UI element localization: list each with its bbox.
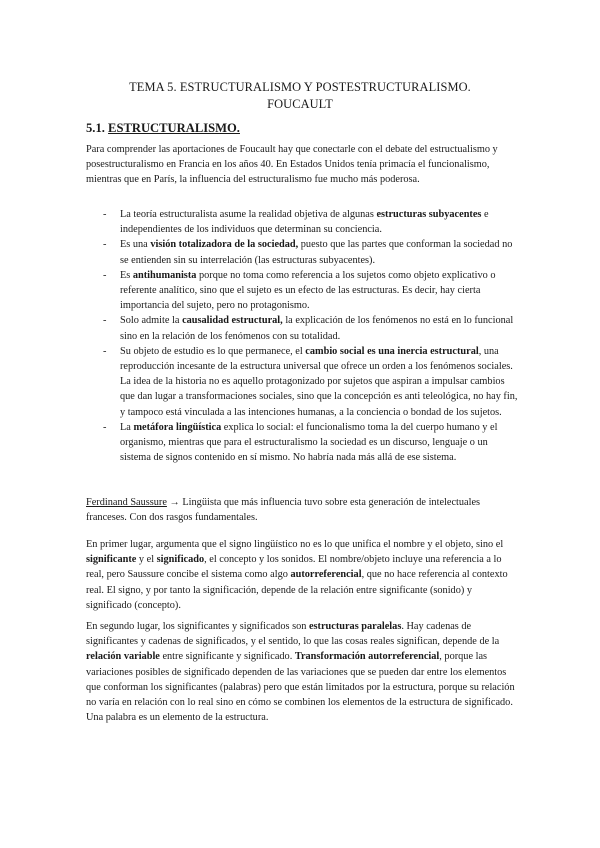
section-number: 5.1. bbox=[86, 121, 109, 135]
list-item: - Es antihumanista porque no toma como referencia a los sujetos como objeto explicativo o referente analítico, sino que el sujeto es un efecto de las estructuras. Es decir, hay cierta importancia del sujeto, pero no protagonismo. bbox=[103, 269, 496, 312]
list-item: - Su objeto de estudio es lo que permanece, el cambio social es una inercia estructural, una reproducción incesante de la estructura universal que ofrece un orden a los fenómenos sociales. La idea de la historia no es aquello protagonizado por sujetos que aspiran a impulsar cambios que dan lugar a transformaciones sociales, sino que la concepción es anti teleológica, no hay fin, y tampoco está vinculada a las intenciones humanas, a la conciencia o bondad de los sujetos. bbox=[103, 345, 518, 418]
arrow-icon: → bbox=[169, 497, 180, 508]
list-item: - Solo admite la causalidad estructural, la explicación de los fenómenos no está en lo funcional sino en la relación de los fenómenos con su totalidad. bbox=[103, 315, 514, 342]
bullet-dash: - bbox=[103, 421, 107, 433]
list-item: - Es una visión totalizadora de la sociedad, puesto que las partes que conforman la sociedad no se entienden sin su interrelación (las estructuras subyacentes). bbox=[103, 239, 513, 266]
bullet-dash: - bbox=[103, 269, 107, 281]
intro-paragraph: Para comprender las aportaciones de Foucault hay que conectarle con el debate del estructualismo y posestructuralismo en Francia en los años 40. En Estados Unidos tenía primacía el funcionalismo, mientras que en París, la influencia del estructuralismo fue mucho más poderosa. bbox=[86, 144, 498, 186]
characteristics-list bbox=[86, 207, 518, 465]
section-title: ESTRUCTURALISMO. bbox=[108, 121, 240, 135]
first-feature-paragraph: En primer lugar, argumenta que el signo lingüístico no es lo que unifica el nombre y el objeto, sino el significante y el significado, el concepto y los sonidos. El nombre/objeto incluye una referencia a lo real, pero Saussure concibe el sistema como algo autorreferencial, que no hace referencia al contexto real. El signo, y por tanto la significación, depende de la relación entre significante (sonido) y significado (concepto). bbox=[86, 539, 508, 611]
saussure-name: Ferdinand Saussure bbox=[86, 497, 167, 508]
bullet-dash: - bbox=[103, 315, 107, 327]
second-feature-paragraph: En segundo lugar, los significantes y significados son estructuras paralelas. Hay cadenas de significantes y cadenas de significados, y el sentido, lo que las cosas reales significan, depende de la relación variable entre significante y significado. Transformación autorreferencial, porque las variaciones posibles de significado dependen de las variaciones que se pueden dar entre los elementos que conforman los significantes (palabras) pero que están limitados por la estructura, porque su relación no varía en relación con lo real sino en cómo se combinen los elementos de la estructura de significado. Una palabra es un elemento de la estructura. bbox=[86, 621, 515, 724]
bullet-dash: - bbox=[103, 209, 107, 220]
section-heading bbox=[86, 121, 240, 136]
list-item: - La teoría estructuralista asume la realidad objetiva de algunas estructuras subyacentes e independientes de los individuos que determinan su conciencia. bbox=[103, 209, 489, 236]
title-line-2: FOUCAULT bbox=[267, 96, 333, 111]
saussure-paragraph: Ferdinand Saussure → Lingüista que más influencia tuvo sobre esta generación de intelectuales franceses. Con dos rasgos fundamentales. bbox=[86, 497, 481, 524]
document-title bbox=[80, 79, 520, 112]
title-line-1: TEMA 5. ESTRUCTURALISMO Y POSTESTRUCTURALISMO. bbox=[129, 80, 471, 94]
bullet-dash: - bbox=[103, 345, 107, 357]
bullet-dash: - bbox=[103, 239, 107, 251]
list-item: - La metáfora lingüística explica lo social: el funcionalismo toma la del cuerpo humano y el organismo, mientras que para el estructuralismo la sociedad es un discurso, lenguaje o un sistema de signos contenido en sí mismo. No habría nada más allá de ese sistema. bbox=[103, 421, 498, 464]
